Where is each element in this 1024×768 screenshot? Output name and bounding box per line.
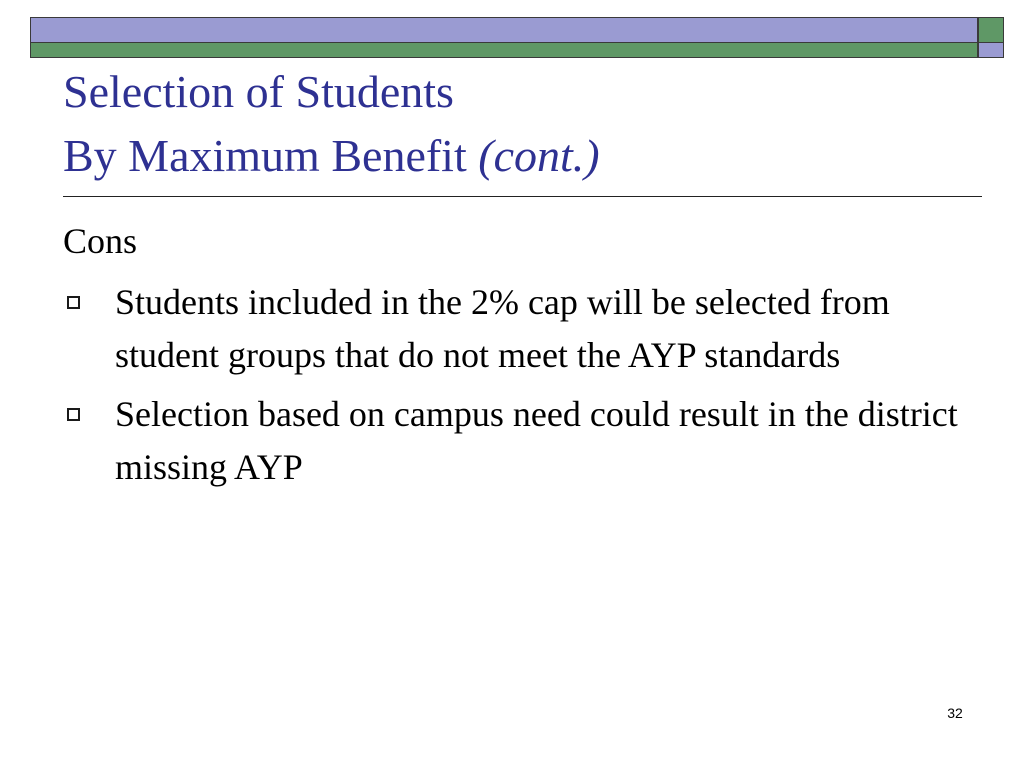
hollow-square-bullet-icon <box>67 408 80 421</box>
section-label: Cons <box>63 221 138 261</box>
header-corner-green <box>978 17 1004 43</box>
bullet-item <box>63 388 963 494</box>
slide-title-line2 <box>63 124 983 188</box>
bullet-list <box>63 276 963 494</box>
slide-body <box>63 218 963 494</box>
slide-title-emphasis: (cont.) <box>478 130 600 181</box>
slide-title <box>63 60 983 188</box>
page-number: 32 <box>947 705 963 721</box>
bullet-text: Students included in the 2% cap will be selected from student groups that do not meet the AYP standards <box>115 282 890 375</box>
slide-title-line2-main: By Maximum Benefit <box>63 130 467 181</box>
header-corner-lavender <box>978 42 1004 58</box>
hollow-square-bullet-icon <box>67 296 80 309</box>
header-band-green <box>30 42 978 58</box>
header-band-lavender <box>30 17 978 43</box>
slide-title-line1: Selection of Students <box>63 66 454 117</box>
title-divider <box>63 196 982 197</box>
bullet-item <box>63 276 963 382</box>
bullet-text: Selection based on campus need could result in the district missing AYP <box>115 394 958 487</box>
